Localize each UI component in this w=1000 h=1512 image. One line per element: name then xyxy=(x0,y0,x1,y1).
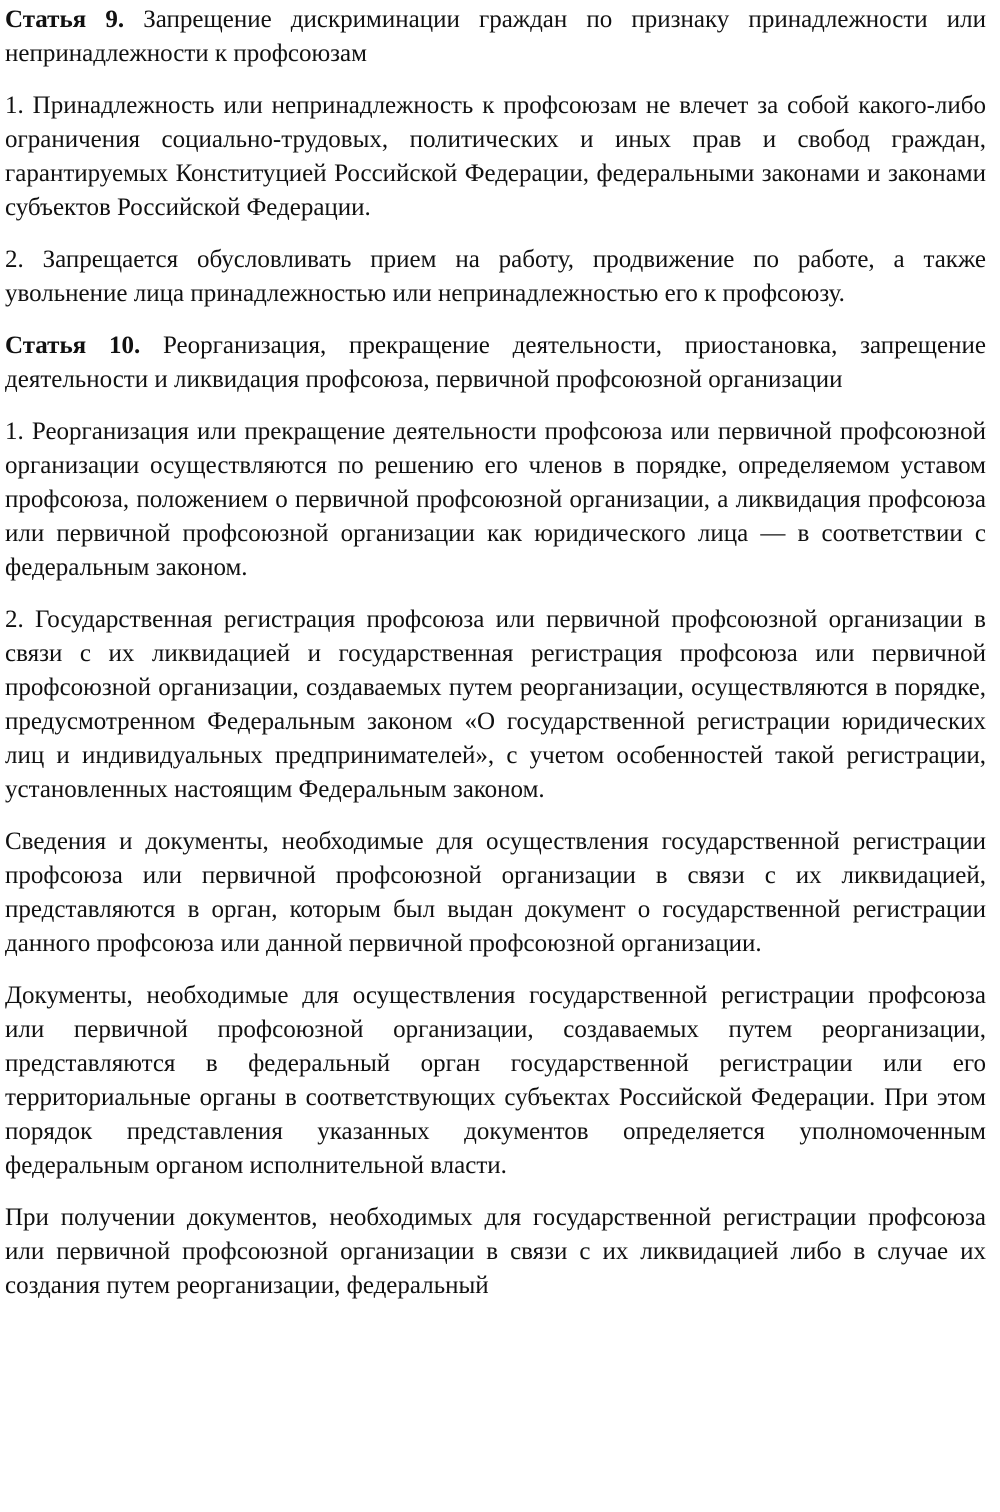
article-10-paragraph-3: Сведения и документы, необходимые для осуществления государственной регистрации профсоюза или первичной профсоюзной организации в связи с их ликвидацией, представляются в орган, которым был выдан документ о государственной регистрации данного профсоюза или данной первичной профсоюзной организации. xyxy=(5,828,986,957)
article-10-paragraph-1: 1. Реорганизация или прекращение деятельности профсоюза или первичной профсоюзной организации осуществляются по решению его членов в порядке, определяемом уставом профсоюза, положением о первичной профсоюзной организации, а ликвидация профсоюза или первичной профсоюзной организации как юридического лица — в соответствии с федеральным законом. xyxy=(5,418,986,581)
article-10-paragraph-2: 2. Государственная регистрация профсоюза или первичной профсоюзной организации в связи с их ликвидацией и государственная регистрация профсоюза или первичной профсоюзной организации, создаваемых путем реорганизации, осуществляются в порядке, предусмотренном Федеральным законом «О государственной регистрации юридических лиц и индивидуальных предпринимателей», с учетом особенностей такой регистрации, установленных настоящим Федеральным законом. xyxy=(5,606,986,803)
article-9-paragraph-2: 2. Запрещается обусловливать прием на работу, продвижение по работе, а также увольнение лица принадлежностью или непринадлежностью его к профсоюзу. xyxy=(5,246,986,307)
article-10-paragraph-5: При получении документов, необходимых для государственной регистрации профсоюза или первичной профсоюзной организации в связи с их ликвидацией либо в случае их создания путем реорганизации, федеральный xyxy=(5,1204,986,1299)
article-10-title: Реорганизация, прекращение деятельности, приостановка, запрещение деятельности и ликвидация профсоюза, первичной профсоюзной организации xyxy=(5,332,986,393)
article-10-label: Статья 10. xyxy=(5,332,141,359)
article-10-paragraph-4: Документы, необходимые для осуществления государственной регистрации профсоюза или первичной профсоюзной организации, создаваемых путем реорганизации, представляются в федеральный орган государственной регистрации или его территориальные органы в соответствующих субъектах Российской Федерации. При этом порядок представления указанных документов определяется уполномоченным федеральным органом исполнительной власти. xyxy=(5,982,986,1179)
article-9-paragraph-1: 1. Принадлежность или непринадлежность к профсоюзам не влечет за собой какого-либо ограничения социально-трудовых, политических и иных прав и свобод граждан, гарантируемых Конституцией Российской Федерации, федеральными законами и законами субъектов Российской Федерации. xyxy=(5,92,986,221)
article-9-title: Запрещение дискриминации граждан по признаку принадлежности или непринадлежности к профсоюзам xyxy=(5,6,986,67)
article-9-label: Статья 9. xyxy=(5,6,125,33)
article-9-heading xyxy=(5,3,986,71)
article-10-heading xyxy=(5,329,986,397)
